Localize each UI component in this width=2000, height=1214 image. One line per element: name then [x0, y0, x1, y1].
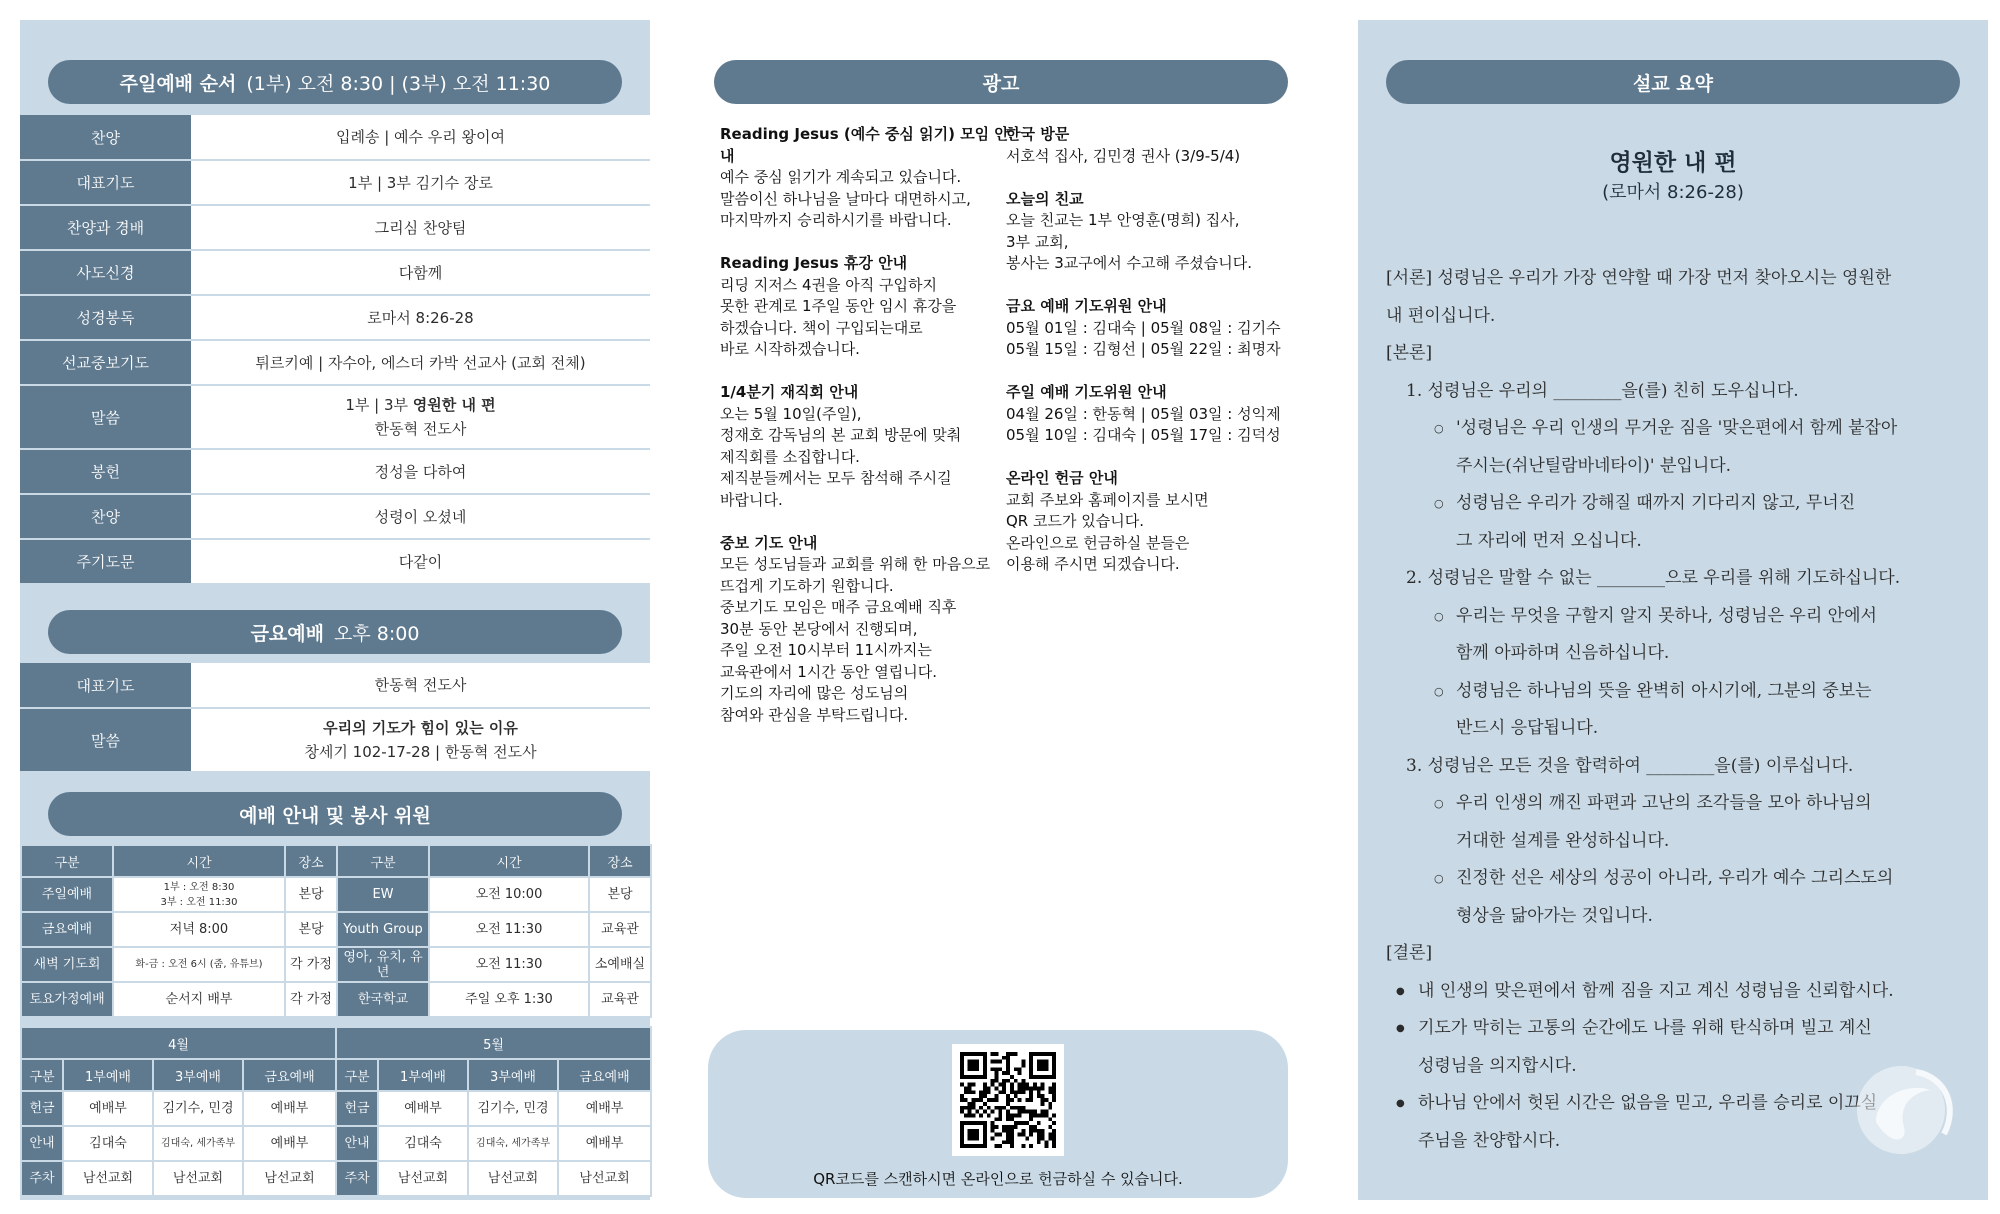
guide-cell: 1부 : 오전 8:30 3부 : 오전 11:30 — [113, 877, 285, 912]
guide-cell: 각 가정 — [285, 982, 337, 1017]
guide-cell: 본당 — [285, 912, 337, 947]
sermon-summary-header — [1386, 60, 1960, 104]
volunteer-header-cell: 3부예배 — [468, 1059, 558, 1091]
guide-header-cell: 구분 — [21, 845, 113, 877]
order-row — [20, 494, 650, 539]
order-row — [20, 340, 650, 385]
guide-row — [21, 982, 651, 1017]
order-value-bold: 영원한 내 편 — [412, 396, 496, 414]
announcement-line: 중보기도 모임은 매주 금요예배 직후 — [720, 598, 957, 616]
announcement-item — [720, 382, 1010, 511]
guide-header-cell: 장소 — [285, 845, 337, 877]
volunteer-cell: 남선교회 — [468, 1161, 558, 1196]
sunday-service-times: (1부) 오전 8:30 | (3부) 오전 11:30 — [246, 72, 551, 95]
guide-header-cell: 시간 — [429, 845, 589, 877]
volunteer-cell: 남선교회 — [63, 1161, 153, 1196]
friday-service-title: 금요예배 — [250, 622, 324, 645]
sermon-line: ● 내 인생의 맞은편에서 함께 짐을 지고 계신 성령님을 신뢰합시다. — [1386, 973, 1966, 1011]
order-row — [20, 295, 650, 340]
sunday-service-title: 주일예배 순서 — [119, 72, 237, 95]
sermon-line: 2. 성령님은 말할 수 없는 ________으로 우리를 위해 기도하십니다. — [1406, 568, 1901, 588]
order-row — [20, 449, 650, 494]
guide-cell: 교육관 — [589, 912, 651, 947]
order-label: 찬양과 경배 — [20, 205, 191, 250]
guide-title: 예배 안내 및 봉사 위원 — [239, 804, 431, 827]
guide-row — [21, 947, 651, 982]
volunteer-cell: 김대숙 — [63, 1126, 153, 1161]
order-label: 주기도문 — [20, 539, 191, 584]
announcement-line: 참여와 관심을 부탁드립니다. — [720, 705, 909, 724]
worship-order-panel — [20, 20, 650, 1200]
announcement-line: 정재호 감독님의 본 교회 방문에 맞춰 — [720, 426, 962, 444]
guide-row — [21, 877, 651, 912]
church-logo-icon — [1846, 1052, 1966, 1162]
guide-cell: 순서지 배부 — [113, 982, 285, 1017]
announcement-line: 온라인으로 헌금하실 분들은 — [1006, 533, 1190, 552]
announcements-panel — [708, 20, 1300, 1200]
volunteer-cell: 예배부 — [63, 1091, 153, 1126]
guide-cell: Youth Group — [337, 912, 429, 947]
announcement-line: 주일 오전 10시부터 11시까지는 — [720, 641, 932, 659]
announcement-title: 온라인 헌금 안내 — [1006, 469, 1118, 487]
order-value-line1 — [191, 393, 650, 417]
guide-header-cell: 시간 — [113, 845, 285, 877]
order-value-text: 한동혁 전도사 — [374, 676, 467, 694]
announcement-item — [720, 533, 1010, 727]
volunteer-header-cell: 구분 — [21, 1059, 63, 1091]
order-value — [191, 494, 650, 539]
guide-cell: 오전 11:30 — [429, 912, 589, 947]
service-guide-table — [20, 844, 652, 1018]
sermon-line: [결론] — [1386, 943, 1433, 963]
guide-cell: 오전 11:30 — [429, 947, 589, 982]
order-value — [191, 295, 650, 340]
volunteer-header-cell: 구분 — [336, 1059, 378, 1091]
volunteer-row — [21, 1091, 651, 1126]
volunteer-cell: 예배부 — [243, 1126, 336, 1161]
sermon-summary-title: 설교 요약 — [1632, 72, 1714, 95]
announcement-line: 제직분들께서는 모두 참석해 주시길 — [720, 469, 952, 487]
order-label: 봉헌 — [20, 449, 191, 494]
announcement-line: 이용해 주시면 되겠습니다. — [1006, 555, 1180, 573]
announcement-item — [1006, 124, 1296, 167]
sermon-outline — [1386, 260, 1966, 1160]
sunday-order-table — [20, 115, 650, 585]
guide-cell: 소예배실 — [589, 947, 651, 982]
order-row — [20, 708, 650, 772]
order-value — [191, 539, 650, 584]
month-may: 5월 — [336, 1027, 651, 1059]
order-value-text: 성령이 오셨네 — [374, 507, 467, 526]
guide-cell: 토요가정예배 — [21, 982, 113, 1017]
volunteer-cell: 주차 — [21, 1161, 63, 1196]
guide-cell: 교육관 — [589, 982, 651, 1017]
volunteer-cell: 예배부 — [243, 1091, 336, 1126]
order-row — [20, 250, 650, 295]
sermon-line: 주시는(쉬난틸람바네타이)' 분입니다. — [1456, 455, 1732, 476]
sermon-line: ○ 진정한 선은 세상의 성공이 아니라, 우리가 예수 그리스도의 — [1386, 860, 1966, 898]
sunday-service-header — [48, 60, 622, 104]
announcement-line: 모든 성도님들과 교회를 위해 한 마음으로 — [720, 555, 991, 573]
announcements-column-2 — [1006, 124, 1296, 597]
sermon-line: 반드시 응답됩니다. — [1456, 718, 1599, 738]
announcements-header — [714, 60, 1288, 104]
announcement-title: Reading Jesus 휴강 안내 — [720, 254, 908, 272]
order-row — [20, 663, 650, 708]
announcements-column-1 — [720, 124, 1010, 748]
sermon-line: ○ 성령님은 우리가 강해질 때까지 기다리지 않고, 무너진 — [1386, 485, 1966, 523]
sermon-line: 그 자리에 먼저 오십니다. — [1456, 530, 1642, 551]
announcement-line: 하겠습니다. 책이 구입되는대로 — [720, 318, 923, 337]
guide-cell: 오전 10:00 — [429, 877, 589, 912]
announcement-line: 예수 중심 읽기가 계속되고 있습니다. — [720, 168, 962, 186]
guide-cell: 금요예배 — [21, 912, 113, 947]
announcement-line: 제직회를 소집합니다. — [720, 447, 860, 466]
guide-header — [48, 792, 622, 836]
friday-order-table — [20, 663, 650, 773]
order-row — [20, 205, 650, 250]
guide-cell: 주일예배 — [21, 877, 113, 912]
order-label: 찬양 — [20, 115, 191, 160]
volunteer-header-cell: 금요예배 — [558, 1059, 651, 1091]
guide-cell: 각 가정 — [285, 947, 337, 982]
friday-service-time: 오후 8:00 — [334, 622, 420, 645]
sermon-line: ○ 우리 인생의 깨진 파편과 고난의 조각들을 모아 하나님의 — [1386, 785, 1966, 823]
guide-cell: 주일 오후 1:30 — [429, 982, 589, 1017]
guide-cell: 본당 — [589, 877, 651, 912]
sermon-line: ○ '성령님은 우리 인생의 무거운 짐을 '맞은편에서 함께 붙잡아 — [1386, 410, 1966, 448]
order-value-text: 튀르키예 | 자수아, 에스더 카박 선교사 (교회 전체) — [255, 353, 586, 372]
volunteer-row — [21, 1161, 651, 1196]
announcement-line: 기도의 자리에 많은 성도님의 — [720, 684, 909, 702]
order-value-bold: 우리의 기도가 힘이 있는 이유 — [323, 719, 518, 737]
volunteer-cell: 주차 — [336, 1161, 378, 1196]
volunteer-table — [20, 1026, 652, 1197]
announcement-line: 못한 관계로 1주일 동안 임시 휴강을 — [720, 297, 957, 315]
sermon-summary-panel — [1358, 20, 1988, 1200]
sermon-line: ● 기도가 막히는 고통의 순간에도 나를 위해 탄식하며 빌고 계신 — [1386, 1010, 1966, 1048]
announcement-item — [720, 253, 1010, 361]
volunteer-header-cell: 1부예배 — [378, 1059, 468, 1091]
order-value-text: 로마서 8:26-28 — [367, 308, 474, 327]
announcement-title: 금요 예배 기도위원 안내 — [1006, 297, 1167, 315]
order-row — [20, 115, 650, 160]
announcement-line: 30분 동안 본당에서 진행되며, — [720, 619, 918, 638]
announcement-title: 중보 기도 안내 — [720, 533, 818, 552]
order-value-text: 그리심 찬양팀 — [374, 218, 467, 237]
month-april: 4월 — [21, 1027, 336, 1059]
announcement-line: 바랍니다. — [720, 490, 783, 509]
sermon-line: 거대한 설계를 완성하십니다. — [1456, 830, 1670, 851]
volunteer-cell: 남선교회 — [153, 1161, 243, 1196]
sermon-line: 주님을 찬양합시다. — [1418, 1130, 1561, 1151]
volunteer-cell: 김대숙 — [378, 1126, 468, 1161]
order-label: 말씀 — [20, 385, 191, 449]
sermon-line: 3. 성령님은 모든 것을 합력하여 ________을(를) 이루십니다. — [1406, 755, 1854, 776]
volunteer-row — [21, 1126, 651, 1161]
announcement-line: 바로 시작하겠습니다. — [720, 340, 860, 358]
order-value-text: 다같이 — [398, 552, 443, 571]
qr-code[interactable] — [952, 1044, 1064, 1156]
sermon-line: 함께 아파하며 신음하십니다. — [1456, 643, 1670, 663]
volunteer-cell: 김기수, 민경 — [468, 1091, 558, 1126]
order-value — [191, 385, 650, 449]
announcement-line: 리딩 지저스 4권을 아직 구입하지 — [720, 275, 937, 294]
announcement-line: 04월 26일 : 한동혁 | 05월 03일 : 성익제 — [1006, 404, 1281, 423]
order-label: 말씀 — [20, 708, 191, 772]
announcement-item — [1006, 189, 1296, 275]
announcement-line: 교육관에서 1시간 동안 열립니다. — [720, 662, 937, 681]
announcement-line: 오는 5월 10일(주일), — [720, 404, 862, 423]
guide-header-cell: 장소 — [589, 845, 651, 877]
volunteer-cell: 김대숙, 세가족부 — [468, 1126, 558, 1161]
order-row — [20, 160, 650, 205]
announcement-item — [1006, 382, 1296, 447]
sermon-reference: (로마서 8:26-28) — [1602, 182, 1744, 203]
order-value-text: 1부 | 3부 김기수 장로 — [348, 173, 493, 192]
guide-cell: 한국학교 — [337, 982, 429, 1017]
announcement-line: 마지막까지 승리하시기를 바랍니다. — [720, 211, 952, 229]
order-value — [191, 115, 650, 160]
sermon-line: 성령님을 의지합시다. — [1418, 1055, 1577, 1076]
sermon-title: 영원한 내 편 — [1609, 150, 1737, 176]
sermon-line: 1. 성령님은 우리의 ________을(를) 친히 도우십니다. — [1406, 380, 1799, 401]
order-label: 대표기도 — [20, 663, 191, 708]
announcement-line: 말씀이신 하나님을 날마다 대면하시고, — [720, 189, 971, 208]
volunteer-header-cell: 1부예배 — [63, 1059, 153, 1091]
guide-cell: EW — [337, 877, 429, 912]
sermon-line: ○ 우리는 무엇을 구할지 알지 못하나, 성령님은 우리 안에서 — [1386, 598, 1966, 636]
order-value-line2: 한동혁 전도사 — [374, 420, 467, 438]
guide-row — [21, 912, 651, 947]
friday-service-header — [48, 610, 622, 654]
volunteer-cell: 안내 — [21, 1126, 63, 1161]
volunteer-header-cell: 금요예배 — [243, 1059, 336, 1091]
sermon-line: ● 하나님 안에서 헛된 시간은 없음을 믿고, 우리를 승리로 이끄실 — [1386, 1085, 1966, 1123]
volunteer-cell: 예배부 — [558, 1091, 651, 1126]
order-value-text: 정성을 다하여 — [374, 462, 467, 481]
order-label: 선교중보기도 — [20, 340, 191, 385]
announcement-line: 교회 주보와 홈페이지를 보시면 — [1006, 490, 1209, 509]
announcement-item — [1006, 296, 1296, 361]
order-value — [191, 708, 650, 772]
order-value-prefix: 1부 | 3부 — [345, 396, 413, 414]
volunteer-cell: 남선교회 — [243, 1161, 336, 1196]
announcement-line: 05월 10일 : 김대숙 | 05월 17일 : 김덕성 — [1006, 426, 1281, 444]
order-value-line1 — [191, 716, 650, 740]
announcement-item — [1006, 468, 1296, 576]
announcement-title: Reading Jesus (예수 중심 읽기) 모임 안내 — [720, 125, 1009, 165]
announcement-title: 1/4분기 재직회 안내 — [720, 383, 859, 401]
announcement-title: 오늘의 친교 — [1006, 189, 1084, 208]
order-label: 찬양 — [20, 494, 191, 539]
order-value-line2: 창세기 102-17-28 | 한동혁 전도사 — [304, 743, 537, 761]
order-value — [191, 205, 650, 250]
volunteer-cell: 김기수, 민경 — [153, 1091, 243, 1126]
order-row — [20, 539, 650, 584]
sermon-line: 형상을 닮아가는 것입니다. — [1456, 905, 1653, 926]
guide-header-cell: 구분 — [337, 845, 429, 877]
guide-cell: 본당 — [285, 877, 337, 912]
announcement-line: 오늘 친교는 1부 안영훈(명희) 집사, — [1006, 211, 1240, 229]
sermon-line: 내 편이십니다. — [1386, 305, 1496, 326]
order-value — [191, 663, 650, 708]
qr-caption: QR코드를 스캔하시면 온라인으로 헌금하실 수 있습니다. — [813, 1170, 1183, 1188]
volunteer-cell: 김대숙, 세가족부 — [153, 1126, 243, 1161]
volunteer-cell: 헌금 — [336, 1091, 378, 1126]
volunteer-cell: 헌금 — [21, 1091, 63, 1126]
guide-cell: 새벽 기도회 — [21, 947, 113, 982]
announcement-line: 뜨겁게 기도하기 원합니다. — [720, 576, 894, 595]
order-value-text: 다함께 — [398, 263, 443, 282]
order-value — [191, 340, 650, 385]
announcement-item — [720, 124, 1010, 232]
sermon-line: [서론] 성령님은 우리가 가장 연약할 때 가장 먼저 찾아오시는 영원한 — [1386, 268, 1892, 288]
announcement-line: 05월 15일 : 김형선 | 05월 22일 : 최명자 — [1006, 340, 1281, 358]
sermon-line: [본론] — [1386, 343, 1433, 363]
announcement-title: 주일 예배 기도위원 안내 — [1006, 383, 1167, 401]
announcement-line: 봉사는 3교구에서 수고해 주셨습니다. — [1006, 254, 1252, 272]
announcement-title: 한국 방문 — [1006, 125, 1070, 143]
announcement-line: QR 코드가 있습니다. — [1006, 512, 1144, 530]
order-value — [191, 250, 650, 295]
volunteer-header-cell: 3부예배 — [153, 1059, 243, 1091]
guide-cell: 화-금 : 오전 6시 (줌, 유튜브) — [113, 947, 285, 982]
order-label: 성경봉독 — [20, 295, 191, 340]
volunteer-cell: 예배부 — [378, 1091, 468, 1126]
announcement-line: 서호석 집사, 김민경 권사 (3/9-5/4) — [1006, 146, 1241, 165]
guide-cell: 저녁 8:00 — [113, 912, 285, 947]
order-value — [191, 160, 650, 205]
order-label: 대표기도 — [20, 160, 191, 205]
announcements-title: 광고 — [982, 72, 1020, 95]
guide-cell: 영아, 유치, 유년 — [337, 947, 429, 982]
announcement-line: 05월 01일 : 김대숙 | 05월 08일 : 김기수 — [1006, 318, 1281, 337]
qr-section — [708, 1030, 1288, 1198]
sermon-line: ○ 성령님은 하나님의 뜻을 완벽히 아시기에, 그분의 중보는 — [1386, 673, 1966, 711]
order-label: 사도신경 — [20, 250, 191, 295]
volunteer-cell: 남선교회 — [558, 1161, 651, 1196]
announcement-line: 3부 교회, — [1006, 232, 1069, 251]
volunteer-cell: 예배부 — [558, 1126, 651, 1161]
volunteer-cell: 안내 — [336, 1126, 378, 1161]
order-value — [191, 449, 650, 494]
volunteer-cell: 남선교회 — [378, 1161, 468, 1196]
order-row — [20, 385, 650, 449]
order-value-text: 입례송 | 예수 우리 왕이여 — [335, 128, 506, 146]
